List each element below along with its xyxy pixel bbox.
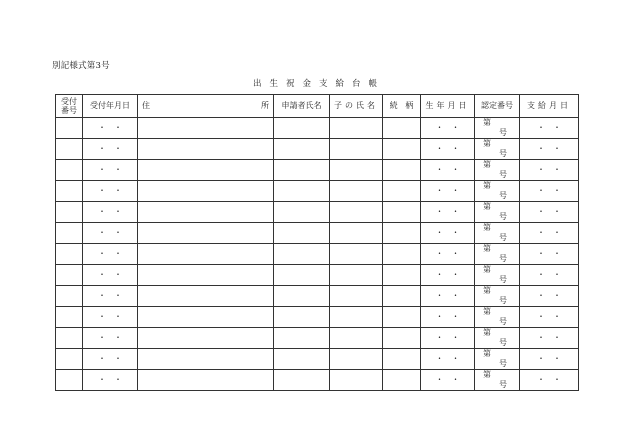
cell-child-name[interactable] — [330, 244, 383, 265]
cell-cert-no[interactable] — [475, 328, 520, 349]
date-dot: ・ — [451, 312, 460, 321]
date-dot: ・ — [537, 228, 545, 237]
cell-child-name[interactable] — [330, 223, 383, 244]
ledger-row — [56, 328, 579, 349]
cell-child-name[interactable] — [330, 160, 383, 181]
cert-prefix: 第 — [483, 307, 491, 316]
header-address-left: 住 — [142, 101, 150, 110]
form-number-label: 別記様式第3号 — [52, 61, 110, 71]
cell-receipt-no[interactable] — [56, 307, 83, 328]
cert-prefix: 第 — [483, 118, 491, 127]
header-receipt-no — [56, 95, 83, 118]
date-dot: ・ — [553, 123, 561, 132]
date-dot: ・ — [98, 354, 106, 363]
cell-child-name[interactable] — [330, 349, 383, 370]
cell-receipt-no[interactable] — [56, 118, 83, 139]
cell-payment-date[interactable] — [520, 139, 579, 160]
cell-receipt-date[interactable] — [83, 118, 138, 139]
cell-payment-date[interactable] — [520, 223, 579, 244]
cell-payment-date[interactable] — [520, 286, 579, 307]
cell-applicant-name[interactable] — [274, 244, 330, 265]
cell-cert-no[interactable] — [475, 265, 520, 286]
cell-address[interactable] — [138, 202, 274, 223]
date-dot: ・ — [435, 228, 444, 237]
title-char: 祝 — [285, 79, 295, 89]
date-dot: ・ — [435, 312, 444, 321]
cell-receipt-no[interactable] — [56, 328, 83, 349]
date-dot: ・ — [553, 333, 561, 342]
cell-receipt-date[interactable] — [83, 202, 138, 223]
date-dot: ・ — [435, 186, 444, 195]
header-address — [138, 95, 274, 118]
cell-receipt-date[interactable] — [83, 181, 138, 202]
cell-applicant-name[interactable] — [274, 307, 330, 328]
ledger-body — [56, 118, 579, 391]
cell-payment-date[interactable] — [520, 244, 579, 265]
date-dot: ・ — [451, 270, 460, 279]
cell-receipt-no[interactable] — [56, 223, 83, 244]
cert-suffix: 号 — [499, 254, 507, 263]
date-dot: ・ — [451, 375, 460, 384]
cert-prefix: 第 — [483, 244, 491, 253]
cell-birth-date[interactable] — [421, 181, 475, 202]
cell-receipt-date[interactable] — [83, 139, 138, 160]
cell-address[interactable] — [138, 307, 274, 328]
cell-applicant-name[interactable] — [274, 265, 330, 286]
cell-relationship[interactable] — [383, 181, 421, 202]
cell-child-name[interactable] — [330, 118, 383, 139]
cell-payment-date[interactable] — [520, 349, 579, 370]
ledger-row — [56, 265, 579, 286]
cell-receipt-date[interactable] — [83, 370, 138, 391]
date-dot: ・ — [114, 123, 122, 132]
cell-receipt-date[interactable] — [83, 286, 138, 307]
cert-prefix: 第 — [483, 328, 491, 337]
cert-prefix: 第 — [483, 181, 491, 190]
date-dot: ・ — [435, 354, 444, 363]
cell-applicant-name[interactable] — [274, 370, 330, 391]
cell-birth-date[interactable] — [421, 328, 475, 349]
date-dot: ・ — [451, 354, 460, 363]
cell-payment-date[interactable] — [520, 118, 579, 139]
header-applicant-name: 申請者氏名 — [274, 95, 330, 118]
date-dot: ・ — [537, 123, 545, 132]
date-dot: ・ — [537, 354, 545, 363]
date-dot: ・ — [553, 228, 561, 237]
cell-child-name[interactable] — [330, 139, 383, 160]
cell-receipt-date[interactable] — [83, 328, 138, 349]
date-dot: ・ — [435, 291, 444, 300]
cell-child-name[interactable] — [330, 202, 383, 223]
date-dot: ・ — [114, 291, 122, 300]
date-dot: ・ — [537, 333, 545, 342]
date-dot: ・ — [114, 270, 122, 279]
header-receipt-no-top: 受付 — [61, 97, 77, 106]
cell-receipt-no[interactable] — [56, 349, 83, 370]
date-dot: ・ — [451, 186, 460, 195]
cell-address[interactable] — [138, 160, 274, 181]
cell-relationship[interactable] — [383, 223, 421, 244]
cert-suffix: 号 — [499, 380, 507, 389]
cert-prefix: 第 — [483, 139, 491, 148]
cell-receipt-no[interactable] — [56, 286, 83, 307]
date-dot: ・ — [98, 207, 106, 216]
header-cert-no: 認定番号 — [475, 95, 520, 118]
date-dot: ・ — [553, 375, 561, 384]
cell-applicant-name[interactable] — [274, 349, 330, 370]
cell-receipt-date[interactable] — [83, 349, 138, 370]
cert-prefix: 第 — [483, 223, 491, 232]
cert-suffix: 号 — [499, 191, 507, 200]
header-row — [56, 95, 579, 118]
document-title — [0, 77, 630, 89]
ledger-row — [56, 181, 579, 202]
cell-cert-no[interactable] — [475, 286, 520, 307]
date-dot: ・ — [537, 270, 545, 279]
date-dot: ・ — [537, 144, 545, 153]
cell-relationship[interactable] — [383, 265, 421, 286]
date-dot: ・ — [553, 354, 561, 363]
cell-applicant-name[interactable] — [274, 286, 330, 307]
cell-birth-date[interactable] — [421, 160, 475, 181]
date-dot: ・ — [98, 333, 106, 342]
cell-birth-date[interactable] — [421, 286, 475, 307]
date-dot: ・ — [435, 165, 444, 174]
cell-payment-date[interactable] — [520, 181, 579, 202]
date-dot: ・ — [435, 270, 444, 279]
title-char: 生 — [269, 79, 278, 89]
cert-suffix: 号 — [499, 170, 507, 179]
title-char: 出 — [252, 79, 262, 89]
date-dot: ・ — [553, 144, 561, 153]
cell-relationship[interactable] — [383, 328, 421, 349]
cell-receipt-no[interactable] — [56, 370, 83, 391]
title-char: 金 — [302, 79, 311, 89]
cell-relationship[interactable] — [383, 349, 421, 370]
cell-address[interactable] — [138, 118, 274, 139]
date-dot: ・ — [537, 249, 545, 258]
cell-cert-no[interactable] — [475, 181, 520, 202]
date-dot: ・ — [98, 312, 106, 321]
date-dot: ・ — [537, 375, 545, 384]
cert-prefix: 第 — [483, 286, 491, 295]
cell-cert-no[interactable] — [475, 244, 520, 265]
date-dot: ・ — [537, 165, 545, 174]
cell-payment-date[interactable] — [520, 202, 579, 223]
cell-payment-date[interactable] — [520, 307, 579, 328]
cell-relationship[interactable] — [383, 370, 421, 391]
cell-address[interactable] — [138, 370, 274, 391]
cert-prefix: 第 — [483, 349, 491, 358]
title-char: 台 — [352, 79, 361, 89]
ledger-row — [56, 118, 579, 139]
cell-applicant-name[interactable] — [274, 181, 330, 202]
date-dot: ・ — [451, 207, 460, 216]
cell-applicant-name[interactable] — [274, 202, 330, 223]
date-dot: ・ — [553, 270, 561, 279]
date-dot: ・ — [537, 186, 545, 195]
header-receipt-date: 受付年月日 — [83, 95, 138, 118]
header-relationship-left: 続 — [389, 101, 398, 110]
date-dot: ・ — [114, 333, 122, 342]
date-dot: ・ — [98, 123, 106, 132]
cert-suffix: 号 — [499, 149, 507, 158]
cell-birth-date[interactable] — [421, 265, 475, 286]
date-dot: ・ — [553, 312, 561, 321]
ledger-row — [56, 370, 579, 391]
cell-birth-date[interactable] — [421, 202, 475, 223]
date-dot: ・ — [451, 249, 460, 258]
ledger-row — [56, 286, 579, 307]
cell-address[interactable] — [138, 244, 274, 265]
ledger-row — [56, 223, 579, 244]
cell-address[interactable] — [138, 223, 274, 244]
date-dot: ・ — [553, 291, 561, 300]
cell-applicant-name[interactable] — [274, 223, 330, 244]
date-dot: ・ — [537, 291, 545, 300]
cell-address[interactable] — [138, 139, 274, 160]
cell-child-name[interactable] — [330, 307, 383, 328]
cell-receipt-date[interactable] — [83, 244, 138, 265]
cell-applicant-name[interactable] — [274, 139, 330, 160]
date-dot: ・ — [435, 207, 444, 216]
cert-suffix: 号 — [499, 128, 507, 137]
cell-birth-date[interactable] — [421, 118, 475, 139]
date-dot: ・ — [451, 291, 460, 300]
title-char: 帳 — [368, 79, 378, 89]
cert-suffix: 号 — [499, 338, 507, 347]
cell-address[interactable] — [138, 181, 274, 202]
cell-receipt-date[interactable] — [83, 223, 138, 244]
date-dot: ・ — [114, 375, 122, 384]
cell-address[interactable] — [138, 349, 274, 370]
cell-address[interactable] — [138, 286, 274, 307]
cell-birth-date[interactable] — [421, 307, 475, 328]
cert-prefix: 第 — [483, 265, 491, 274]
date-dot: ・ — [98, 186, 106, 195]
date-dot: ・ — [98, 144, 106, 153]
date-dot: ・ — [98, 270, 106, 279]
date-dot: ・ — [435, 144, 444, 153]
cell-birth-date[interactable] — [421, 370, 475, 391]
cell-applicant-name[interactable] — [274, 328, 330, 349]
header-relationship — [383, 95, 421, 118]
date-dot: ・ — [435, 333, 444, 342]
ledger-row — [56, 349, 579, 370]
title-char: 給 — [335, 79, 345, 89]
cell-child-name[interactable] — [330, 370, 383, 391]
date-dot: ・ — [553, 249, 561, 258]
cert-suffix: 号 — [499, 359, 507, 368]
cell-receipt-no[interactable] — [56, 202, 83, 223]
cell-address[interactable] — [138, 265, 274, 286]
date-dot: ・ — [537, 312, 545, 321]
cell-child-name[interactable] — [330, 181, 383, 202]
date-dot: ・ — [451, 144, 460, 153]
cell-cert-no[interactable] — [475, 370, 520, 391]
cert-prefix: 第 — [483, 202, 491, 211]
cell-cert-no[interactable] — [475, 139, 520, 160]
date-dot: ・ — [451, 228, 460, 237]
date-dot: ・ — [114, 165, 122, 174]
date-dot: ・ — [553, 165, 561, 174]
cell-relationship[interactable] — [383, 244, 421, 265]
cell-receipt-date[interactable] — [83, 160, 138, 181]
cell-birth-date[interactable] — [421, 223, 475, 244]
date-dot: ・ — [451, 333, 460, 342]
cell-payment-date[interactable] — [520, 328, 579, 349]
header-receipt-no-bottom: 番号 — [61, 106, 77, 115]
cert-suffix: 号 — [499, 317, 507, 326]
date-dot: ・ — [114, 249, 122, 258]
cell-receipt-no[interactable] — [56, 181, 83, 202]
header-relationship-right: 柄 — [405, 101, 414, 110]
cell-child-name[interactable] — [330, 328, 383, 349]
date-dot: ・ — [435, 249, 444, 258]
date-dot: ・ — [114, 354, 122, 363]
cert-prefix: 第 — [483, 160, 491, 169]
cell-payment-date[interactable] — [520, 265, 579, 286]
date-dot: ・ — [114, 186, 122, 195]
cell-cert-no[interactable] — [475, 160, 520, 181]
date-dot: ・ — [114, 312, 122, 321]
title-char: 支 — [319, 79, 328, 89]
cell-applicant-name[interactable] — [274, 160, 330, 181]
cell-birth-date[interactable] — [421, 139, 475, 160]
ledger-row — [56, 202, 579, 223]
date-dot: ・ — [114, 144, 122, 153]
header-child-name: 子の氏名 — [330, 95, 383, 118]
date-dot: ・ — [435, 375, 444, 384]
cell-receipt-date[interactable] — [83, 307, 138, 328]
cell-payment-date[interactable] — [520, 370, 579, 391]
cell-receipt-no[interactable] — [56, 265, 83, 286]
date-dot: ・ — [98, 249, 106, 258]
ledger-row — [56, 307, 579, 328]
date-dot: ・ — [98, 228, 106, 237]
cell-applicant-name[interactable] — [274, 118, 330, 139]
cell-birth-date[interactable] — [421, 244, 475, 265]
cell-relationship[interactable] — [383, 202, 421, 223]
header-payment-date: 支給月日 — [520, 95, 579, 118]
cell-receipt-no[interactable] — [56, 160, 83, 181]
date-dot: ・ — [98, 291, 106, 300]
cell-child-name[interactable] — [330, 265, 383, 286]
cell-address[interactable] — [138, 328, 274, 349]
date-dot: ・ — [451, 123, 460, 132]
date-dot: ・ — [435, 123, 444, 132]
header-birth-date: 生年月日 — [421, 95, 475, 118]
cell-cert-no[interactable] — [475, 307, 520, 328]
ledger-table — [55, 94, 579, 391]
ledger-row — [56, 160, 579, 181]
cell-payment-date[interactable] — [520, 160, 579, 181]
header-address-right: 所 — [261, 101, 269, 110]
cell-child-name[interactable] — [330, 286, 383, 307]
ledger-row — [56, 139, 579, 160]
cell-relationship[interactable] — [383, 286, 421, 307]
ledger-row — [56, 244, 579, 265]
cell-relationship[interactable] — [383, 139, 421, 160]
cell-relationship[interactable] — [383, 160, 421, 181]
date-dot: ・ — [451, 165, 460, 174]
cell-relationship[interactable] — [383, 118, 421, 139]
cell-cert-no[interactable] — [475, 349, 520, 370]
cell-cert-no[interactable] — [475, 202, 520, 223]
date-dot: ・ — [553, 186, 561, 195]
date-dot: ・ — [98, 375, 106, 384]
date-dot: ・ — [537, 207, 545, 216]
date-dot: ・ — [98, 165, 106, 174]
cell-birth-date[interactable] — [421, 349, 475, 370]
date-dot: ・ — [553, 207, 561, 216]
date-dot: ・ — [114, 207, 122, 216]
date-dot: ・ — [114, 228, 122, 237]
cell-receipt-no[interactable] — [56, 139, 83, 160]
cert-suffix: 号 — [499, 275, 507, 284]
cert-prefix: 第 — [483, 370, 491, 379]
cert-suffix: 号 — [499, 296, 507, 305]
cert-suffix: 号 — [499, 233, 507, 242]
cell-cert-no[interactable] — [475, 118, 520, 139]
cert-suffix: 号 — [499, 212, 507, 221]
cell-receipt-date[interactable] — [83, 265, 138, 286]
cell-receipt-no[interactable] — [56, 244, 83, 265]
cell-relationship[interactable] — [383, 307, 421, 328]
cell-cert-no[interactable] — [475, 223, 520, 244]
